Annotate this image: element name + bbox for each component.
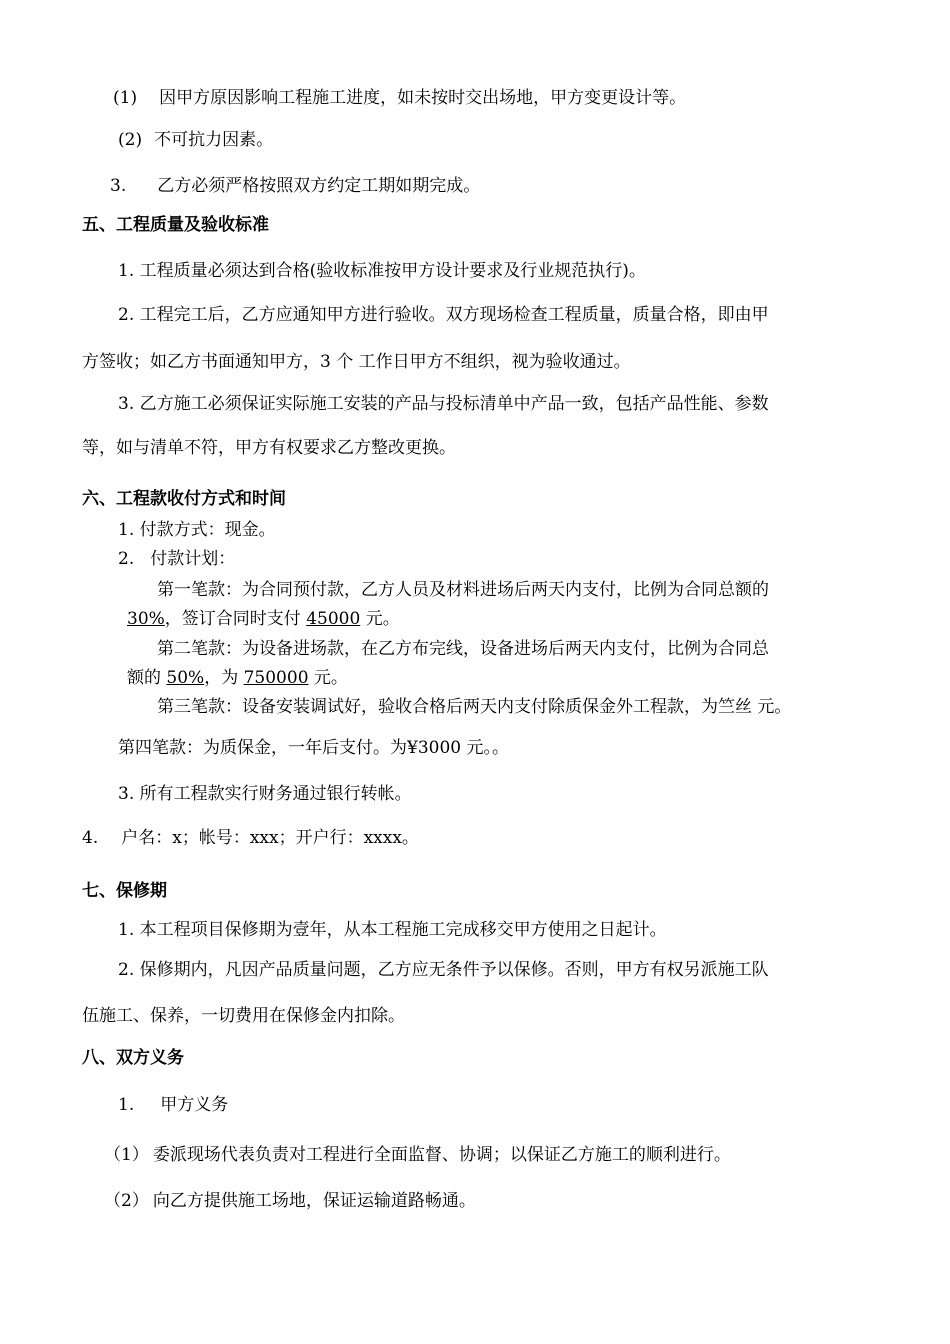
amount-value: 750000 [243, 668, 309, 688]
item-text: 因甲方原因影响工程施工进度，如未按时交出场地，甲方变更设计等。 [159, 88, 687, 108]
section-heading-5: 五、工程质量及验收标准 [82, 215, 269, 235]
item-text: 不可抗力因素。 [154, 130, 274, 150]
paragraph: 1. 本工程项目保修期为壹年，从本工程施工完成移交甲方使用之日起计。 [118, 920, 667, 940]
paragraph-continuation: 等，如与清单不符，甲方有权要求乙方整改更换。 [82, 438, 456, 458]
paragraph: 1. 工程质量必须达到合格(验收标准按甲方设计要求及行业规范执行)。 [118, 261, 646, 281]
section-heading-8: 八、双方义务 [82, 1048, 184, 1068]
bank-account-info [82, 828, 419, 848]
amount-value: 45000 [306, 609, 361, 629]
paragraph-continuation: 伍施工、保养，一切费用在保修金内扣除。 [82, 1006, 405, 1026]
item-number: 2. [118, 549, 135, 569]
percent-value: 50% [166, 668, 205, 688]
paragraph: 3. 乙方施工必须保证实际施工安装的产品与投标清单中产品一致，包括产品性能、参数 [118, 394, 769, 414]
percent-value: 30% [127, 609, 165, 629]
installment-4: 第四笔款：为质保金，一年后支付。为¥3000 元。。 [118, 738, 509, 758]
bank-transfer-clause: 3. 所有工程款实行财务通过银行转帐。 [118, 784, 412, 804]
item-text: 乙方必须严格按照双方约定工期如期完成。 [157, 176, 481, 196]
paragraph: 2. 工程完工后，乙方应通知甲方进行验收。双方现场检查工程质量，质量合格，即由甲 [118, 305, 769, 325]
item-text: 甲方义务 [160, 1095, 229, 1115]
paragraph-continuation: 方签收；如乙方书面通知甲方，3 个 工作日甲方不组织，视为验收通过。 [82, 352, 631, 372]
installment-1: 第一笔款：为合同预付款，乙方人员及材料进场后两天内支付，比例为合同总额的 [157, 580, 769, 600]
paragraph: 2. 保修期内，凡因产品质量问题，乙方应无条件予以保修。否则，甲方有权另派施工队 [118, 960, 769, 980]
item-number: 3. [110, 176, 127, 196]
item-number: 1. [118, 1095, 135, 1115]
item-text: 户名：x；帐号：xxx；开户行：xxxx。 [121, 828, 419, 848]
item-number: (1) [113, 88, 138, 108]
clause-3 [110, 176, 480, 196]
obligation-item-1 [104, 1145, 731, 1165]
installment-2: 第二笔款：为设备进场款，在乙方布完线，设备进场后两天内支付，比例为合同总 [157, 639, 769, 659]
section-heading-7: 七、保修期 [82, 881, 167, 901]
item-text: 向乙方提供施工场地，保证运输道路畅通。 [152, 1191, 476, 1211]
installment-1-detail: 30%，签订合同时支付 45000 元。 [127, 609, 400, 629]
installment-2-detail: 额的 50%，为 750000 元。 [127, 668, 348, 688]
item-number: 4. [82, 828, 99, 848]
installment-3: 第三笔款：设备安装调试好，验收合格后两天内支付除质保金外工程款，为竺丝 元。 [157, 697, 792, 717]
item-text: 委派现场代表负责对工程进行全面监督、协调；以保证乙方施工的顺利进行。 [152, 1145, 731, 1165]
item-text: 付款计划： [150, 549, 236, 569]
clause-item-1 [113, 88, 686, 108]
item-number: (2) [118, 130, 143, 150]
clause-item-2 [118, 130, 273, 150]
item-number: （2） [104, 1191, 149, 1211]
obligation-item-2 [104, 1191, 476, 1211]
item-number: （1） [104, 1145, 149, 1165]
payment-method: 1. 付款方式：现金。 [118, 520, 276, 540]
party-a-obligations [118, 1095, 228, 1115]
payment-plan [118, 549, 235, 569]
section-heading-6: 六、工程款收付方式和时间 [82, 489, 286, 509]
